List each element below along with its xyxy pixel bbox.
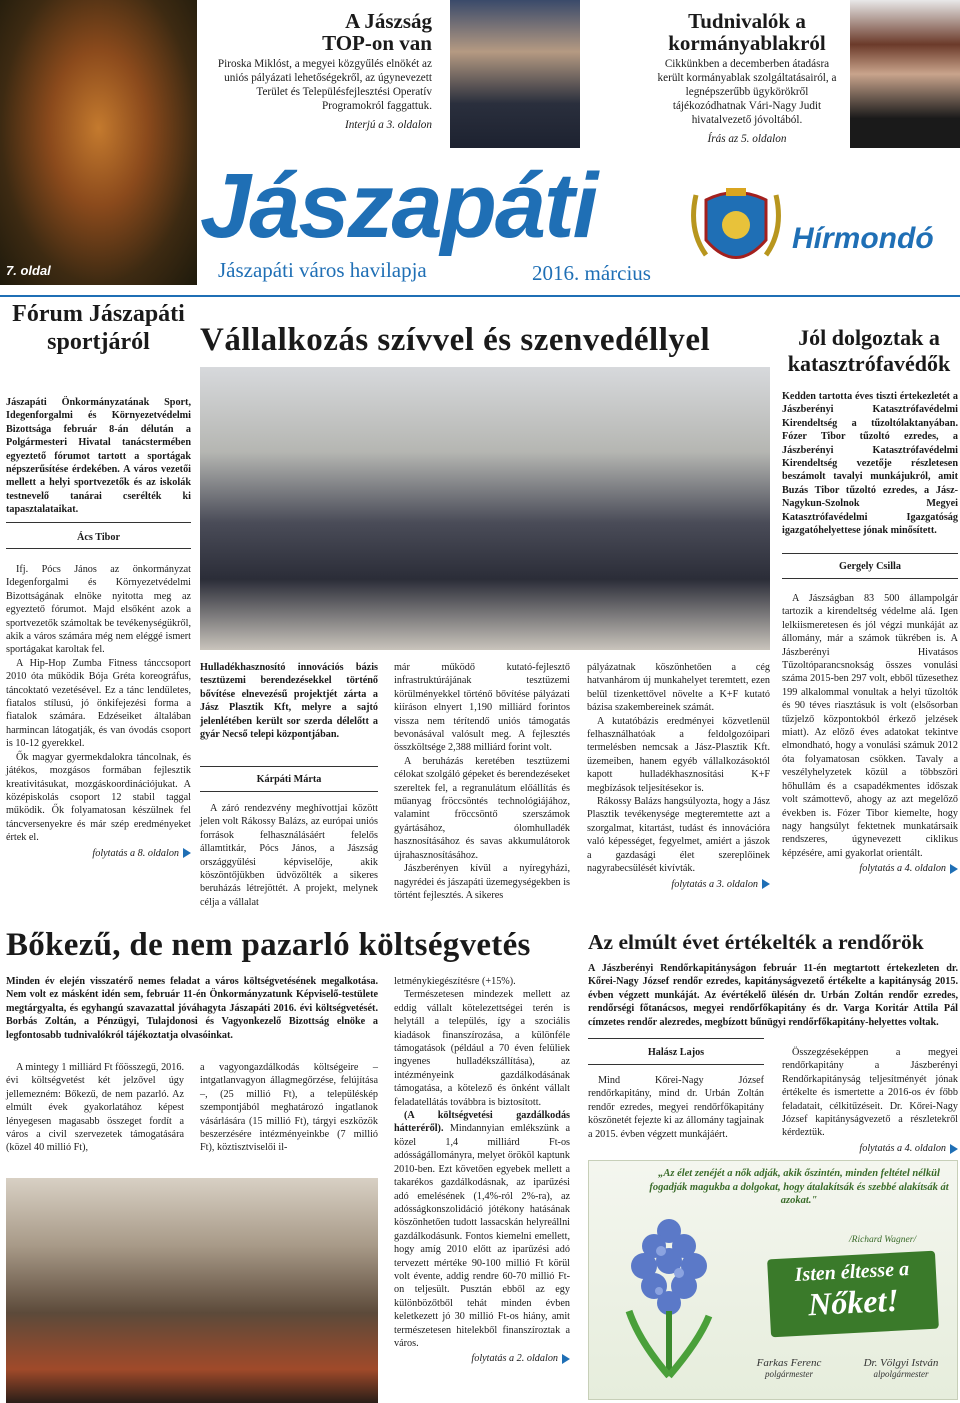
signature-2-role: alpolgármester bbox=[873, 1369, 929, 1379]
womens-day-ad bbox=[588, 1160, 958, 1400]
signature-2 bbox=[851, 1357, 951, 1379]
signature-1-role: polgármester bbox=[765, 1369, 813, 1379]
rendorok-ref[interactable]: folytatás a 4. oldalon bbox=[859, 1142, 946, 1154]
meeting-photo bbox=[200, 367, 770, 650]
katasztrofa-body: A Jászságban 83 500 állampolgár tartozik a kirendeltség védelme alá. Igen lelkiismeretesen és jól végzi munkáját az állomány, már a számok tükrében is. A Jászberényi Hivatásos Tűzoltóparancsnokság összes vonulási száma 2015-ben 297 volt, ebből tűzesethez 199 alkalommal vonultak a helyi tűzoltók és 90 téves riasztásuk is volt (elsősorban tűzjelző központokból érkező jelzések miatt). Az előző éves adatokat tekintve elmondható, hogy a vonulási számuk 2012 óta folyamatosan csökken. Tavaly a veszélyhelyzetek közül a többszöri hőhullám és a csapadékmentes időszak volt számottevő, ahogy az azt megelőző években is. Fózer Tibor kiemelte, hogy nagy hangsúlyt fektetnek munkatársaik rendszeres, úgynevezett ciklikus képzésére, ami gyakorlat orientált. folytatás a 4. oldalon bbox=[782, 593, 958, 875]
forum-p1: Ifj. Pócs János az önkormányzat Idegenforgalmi és Környezetvédelmi Bizottságának elnöke nyitotta meg az egyeztető fórumot. Majd elsőként azok a sportvezetők számoltak be tevékenységükről, akik a város számára még nem eléggé ismert sportágakat karoltak fel. bbox=[6, 564, 192, 656]
masthead-hirmondo: Hírmondó bbox=[792, 222, 934, 255]
signature-1-name: Farkas Ferenc bbox=[756, 1357, 822, 1369]
teaser-text: Cikkünkben a decemberben átadásra került kormányablak szolgáltatásairól, a legnépszerűbb ügykörökről tájékozódhatnak Vári-Nagy Judit hivatalvezető jóvoltából. bbox=[657, 58, 837, 126]
vallalkozas-lead: Hulladékhasznosító innovációs bázis tesztüzemi berendezésekkel történő bővítése elnevezésű projektjét zárta a Jász Plasztik Kft, melyre a sajtó jelenlétében került sor szerda délelőtt a gyár Necső telepi központjában. bbox=[200, 662, 378, 741]
rendorok-author: Halász Lajos bbox=[647, 1047, 705, 1058]
rendorok-title: Az elmúlt évet értékelték a rendőrök bbox=[588, 930, 924, 954]
forum-ref[interactable]: folytatás a 8. oldalon bbox=[92, 847, 179, 859]
koltsegvetes-ref[interactable]: folytatás a 2. oldalon bbox=[471, 1353, 558, 1365]
teaser-text: Piroska Miklóst, a megyei közgyűlés elnökét az uniós pályázati lehetőségekről, az úgynevezett Terület és Településfejlesztési Operatív Programokról faggattuk. bbox=[217, 58, 432, 112]
ad-headline-line1: Isten éltesse a bbox=[794, 1258, 910, 1287]
council-photo bbox=[6, 1178, 378, 1403]
forum-title: Fórum Jászapáti sportjáról bbox=[12, 301, 185, 355]
signature-1 bbox=[739, 1357, 839, 1379]
teaser-ref: Írás az 5. oldalon bbox=[707, 133, 787, 145]
forum-lead: Jászapáti Önkormányzatának Sport, Idegenforgalmi és Környezetvédelmi Bizottsága február 8-án délután a Polgármesteri Hivatal tanácstermében egyeztető fórumot tartott a sportágak népszerűsítése érdekében. A város vezetői mellett a helyi sportvezetők és az iskolák testnevelő tanárai cserélték ki tapasztalataikat. bbox=[6, 397, 191, 516]
katasztrofa-title: Jól dolgoztak a katasztrófavédők bbox=[787, 325, 951, 376]
vallalkozas-col2: már működő kutató-fejlesztő infrastruktúrájának tesztüzemi körülményekkel történő bővítése pályázati kiíráson elnyert 1,190 milliárd forintos vissza nem térítendő uniós támogatás bevonásával valósult meg. A fejlesztés összköltsége 2,388 milliárd forint volt. A beruházás keretében tesztüzemi célokat szolgáló gépeket és berendezéseket szereltek fel, a regranulátum előállítás és műanyag fröccsöntés technológiájához, valamint fröccsöntő szerszámok gyártásához, ólomhulladék hasznosításához és savas akkumulátorok újrahasznosításához. Jászberényen kívül a nyíregyházi, nagyrédei és jászapáti üzemegységekben is történt fejlesztés. A sikeres bbox=[394, 662, 570, 901]
rendorok-col2: Összegzéseképpen a megyei rendőrkapitány a Jászberényi Rendőrkapitányság teljesítményét jónak értékelte és ismertette a 2016-os év főbb feladatait, célkitűzéseit. Dr. Kőrei-Nagy József kapitányságvezető a részletekről kérdeztük. folytatás a 4. oldalon bbox=[782, 1047, 958, 1154]
hyacinth-flower-icon bbox=[599, 1191, 739, 1381]
fox-photo bbox=[0, 0, 197, 285]
arrow-right-icon bbox=[183, 848, 191, 858]
katasztrofa-author: Gergely Csilla bbox=[839, 561, 901, 572]
ad-quote: „Az élet zenéjét a nők adják, akik őszintén, minden feltétel nélkül fogadják magukba a dolgokat, hogy átalakítsák és szebbé alakítsák át azokat." bbox=[649, 1168, 949, 1206]
vallalkozas-col1: A záró rendezvény meghívottjai között jelen volt Rákossy Balázs, az európai uniós források felhasználásáért felelős államtitkár, Pócs János, a Jászság országgyűlési képviselője, akik köszöntőjükben üdvözölték a sikeres beruházás létrejöttét. A projekt, melynek célja a vállalat bbox=[200, 803, 378, 908]
teaser-title-line1: A Jászság bbox=[345, 9, 432, 33]
vallalkozas-col3: pályázatnak köszönhetően a cég hatvanhárom új munkahelyet teremtett, ezen belül tizenkettővel növelte a K+F kutató bázisa szakembereinek számát. A kutatóbázis eredményei közvetlenül felhasználhatóak a feldolgozóipari termelésben nemcsak a Jász-Plasztik Kft. üzemeiben, hanem egyéb vállalkozásoktól kapott hulladékhasznosítási K+F megbízások teljesítésekor is. Rákossy Balázs hangsúlyozta, hogy a Jász Plasztik tevékenysége megteremtette azt a szorgalmat, kitartást, tudást és innovációra való képességet, fegyelmet, amiért a jászok a gazdasági élet szereplőinek nagyrabecsülését kivívták. folytatás a 3. oldalon bbox=[587, 662, 770, 890]
page-ref: 7. oldal bbox=[6, 263, 51, 278]
arrow-right-icon bbox=[950, 1144, 958, 1154]
masthead-date: 2016. március bbox=[532, 261, 651, 285]
teaser-top-right bbox=[652, 10, 842, 145]
vallalkozas-ref[interactable]: folytatás a 3. oldalon bbox=[671, 878, 758, 890]
ad-quote-author: /Richard Wagner/ bbox=[849, 1235, 917, 1245]
forum-p2: A Hip-Hop Zumba Fitness tánccsoport 2010 óta működik Bója Gréta koreográfus, táncoktató vezetésével. Ez a tánc lendületes, fiatalos stílusú, jó önkifejezési forma a fiatalok számára. Edzéseiket általában harmincan látogatják, és van óvodás csoport is 10-12 gyerekkel. bbox=[6, 657, 191, 750]
masthead-title: Jászapáti bbox=[200, 155, 597, 257]
teaser-title-line2: kormányablakról bbox=[668, 31, 826, 55]
rendorok-lead: A Jászberényi Rendőrkapitányságon február 11-én megtartott értekezleten dr. Kőrei-Nagy József rendőr ezredes, kapitányságvezető értékelte a kapitányság 2015. évben végzett munkáját. Az évértékelő ülésén dr. Urbán Zoltán rendőr ezredes, rendőrségi főtanácsos, megyei rendőrfőkapitány és dr. Varga Koritár Attila Pál címzetes rendőr alezredes, megbízott bűnügyi rendőrfőkapitány-helyettes voltak. bbox=[588, 963, 958, 1028]
forum-p3: Ők magyar gyermekdalokra táncolnak, és játékos, mozgásos formában fejlesztik kreativitásukat, mozgáskoordinációjukat. A középiskolás csoport 12 stabil taggal működik. Ők folyamatosan készülnek fel táncversenyekre és már szép eredményeket értek el. bbox=[6, 751, 191, 844]
rendorok-col1: Mind Kőrei-Nagy József rendőrkapitány, mind dr. Urbán Zoltán rendőr ezredes, megyei rendőrfőkapitány köszönetét fejezte ki az állomány tagjainak a 2015. évben végzett munkájáért. bbox=[588, 1075, 764, 1140]
vallalkozas-title: Vállalkozás szívvel és szenvedéllyel bbox=[200, 322, 711, 358]
masthead-subtitle: Jászapáti város havilapja bbox=[218, 258, 427, 282]
arrow-right-icon bbox=[950, 864, 958, 874]
ad-headline-line2: Nőket! bbox=[807, 1281, 900, 1323]
katasztrofa-ref[interactable]: folytatás a 4. oldalon bbox=[859, 863, 946, 875]
forum-author: Ács Tibor bbox=[77, 532, 120, 543]
signature-2-name: Dr. Völgyi István bbox=[863, 1357, 939, 1369]
teaser-title-line2: TOP-on van bbox=[322, 31, 432, 55]
koltsegvetes-col3: letménykiegészítésre (+15%). Természetesen mindezek mellett az eddig vállalt kötelezettségei terén is helytáll a település, így a szociális kiadások finanszírozása, a különféle támogatások (például a 70 éven felüliek ingyenes hulladékszállítása), az intézményeink gazdálkodásának támogatása, a kötelező és önként vállalt feladatellátás továbbra is biztosított. (A költségvetési gazdálkodás hátteréről). Mindannyian emlékszünk a közel 1,4 milliárd Ft-os adósságállományra, melyet örököl kaptunk 2010-ben. Ezt követően egyebek mellett a takarékos gazdálkodásnak, az iparűzési adó emelésének (1,4%-ról 2%-ra), az adósságkonszolidáció jótékony hatásának köszönhetően tudott lassacskán helyreállni gazdálkodásunk. Fontos kiemelni emellett, hogy amíg 2010 előtt az iparűzési adó tervezett mértéke 90-100 millió Ft körül volt évente, addig rendre 60-70 millió Ft-on teljesült. Pusztán ebből az egy különbözőtből tehát minden évben keletkezett jó 30 millió Ft-os hiány, amit természetesen hitelekből finanszíroztak a város. folytatás a 2. oldalon bbox=[394, 976, 570, 1365]
teaser-top-left bbox=[200, 10, 432, 131]
koltsegvetes-col2: a vagyongazdálkodás költségeire – intgatlanvagyon állagmegőrzése, felújítása –, (25 millió Ft), a településkép szempontjából meghatározó ingatlanok vásárlására (15 millió Ft), tárgyi eszközök beszerzésére intézményeinkbe (7 millió Ft), köztisztviselői il- bbox=[200, 1062, 378, 1154]
koltsegvetes-lead: Minden év elején visszatérő nemes feladat a város költségvetésének megalkotása. Nem volt ez másként idén sem, február 11-én Önkormányzatunk Képviselő-testülete megtárgyalta, és egyhangú szavazattal jóváhagyta Jászapáti 2016. évi költségvetését. Borbás Zoltán, a Pénzügyi, Tulajdonosi és Vagyonkezelő Bizottság elnöke a legfontosabb tudnivalókról tájékoztatja olvasóinkat. bbox=[6, 976, 378, 1041]
vallalkozas-author: Kárpáti Márta bbox=[256, 774, 322, 785]
arrow-right-icon bbox=[562, 1354, 570, 1364]
teaser-title-line1: Tudnivalók a bbox=[688, 9, 806, 33]
koltsegvetes-title: Bőkezű, de nem pazarló költségvetés bbox=[6, 927, 531, 963]
forum-body bbox=[6, 563, 191, 860]
portrait-vari-nagy-photo bbox=[850, 0, 960, 148]
arrow-right-icon bbox=[762, 879, 770, 889]
teaser-ref: Interjú a 3. oldalon bbox=[344, 119, 432, 131]
koltsegvetes-col1: A mintegy 1 milliárd Ft főösszegű, 2016. évi költségvetést két jelzővel úgy jellemezném: Bőkezű, de nem pazarló. Az elmúlt évek gyakorlatához képest lényegesen magasabb összeget fordít a város a civil szervezetek támogatására (közel 40 millió Ft), bbox=[6, 1062, 184, 1154]
coat-of-arms-icon bbox=[686, 180, 786, 280]
ad-headline-box bbox=[767, 1251, 939, 1338]
portrait-piroska-photo bbox=[450, 0, 580, 148]
katasztrofa-lead: Kedden tartotta éves tiszti értekezletét a Jászberényi Katasztrófavédelmi Kirendeltség a tűzoltólaktanyában. Fózer Tibor tűzoltó ezredes, a Jászberényi Katasztrófavédelmi Kirendeltség vezetője részletesen beszámolt tavalyi munkájukról, amit Buzás Tibor tűzoltó ezredes, a Jász-Nagykun-Szolnok Megyei Katasztrófavédelmi Igazgatóság igazgatóhelyettese jónak minősített. bbox=[782, 391, 958, 537]
